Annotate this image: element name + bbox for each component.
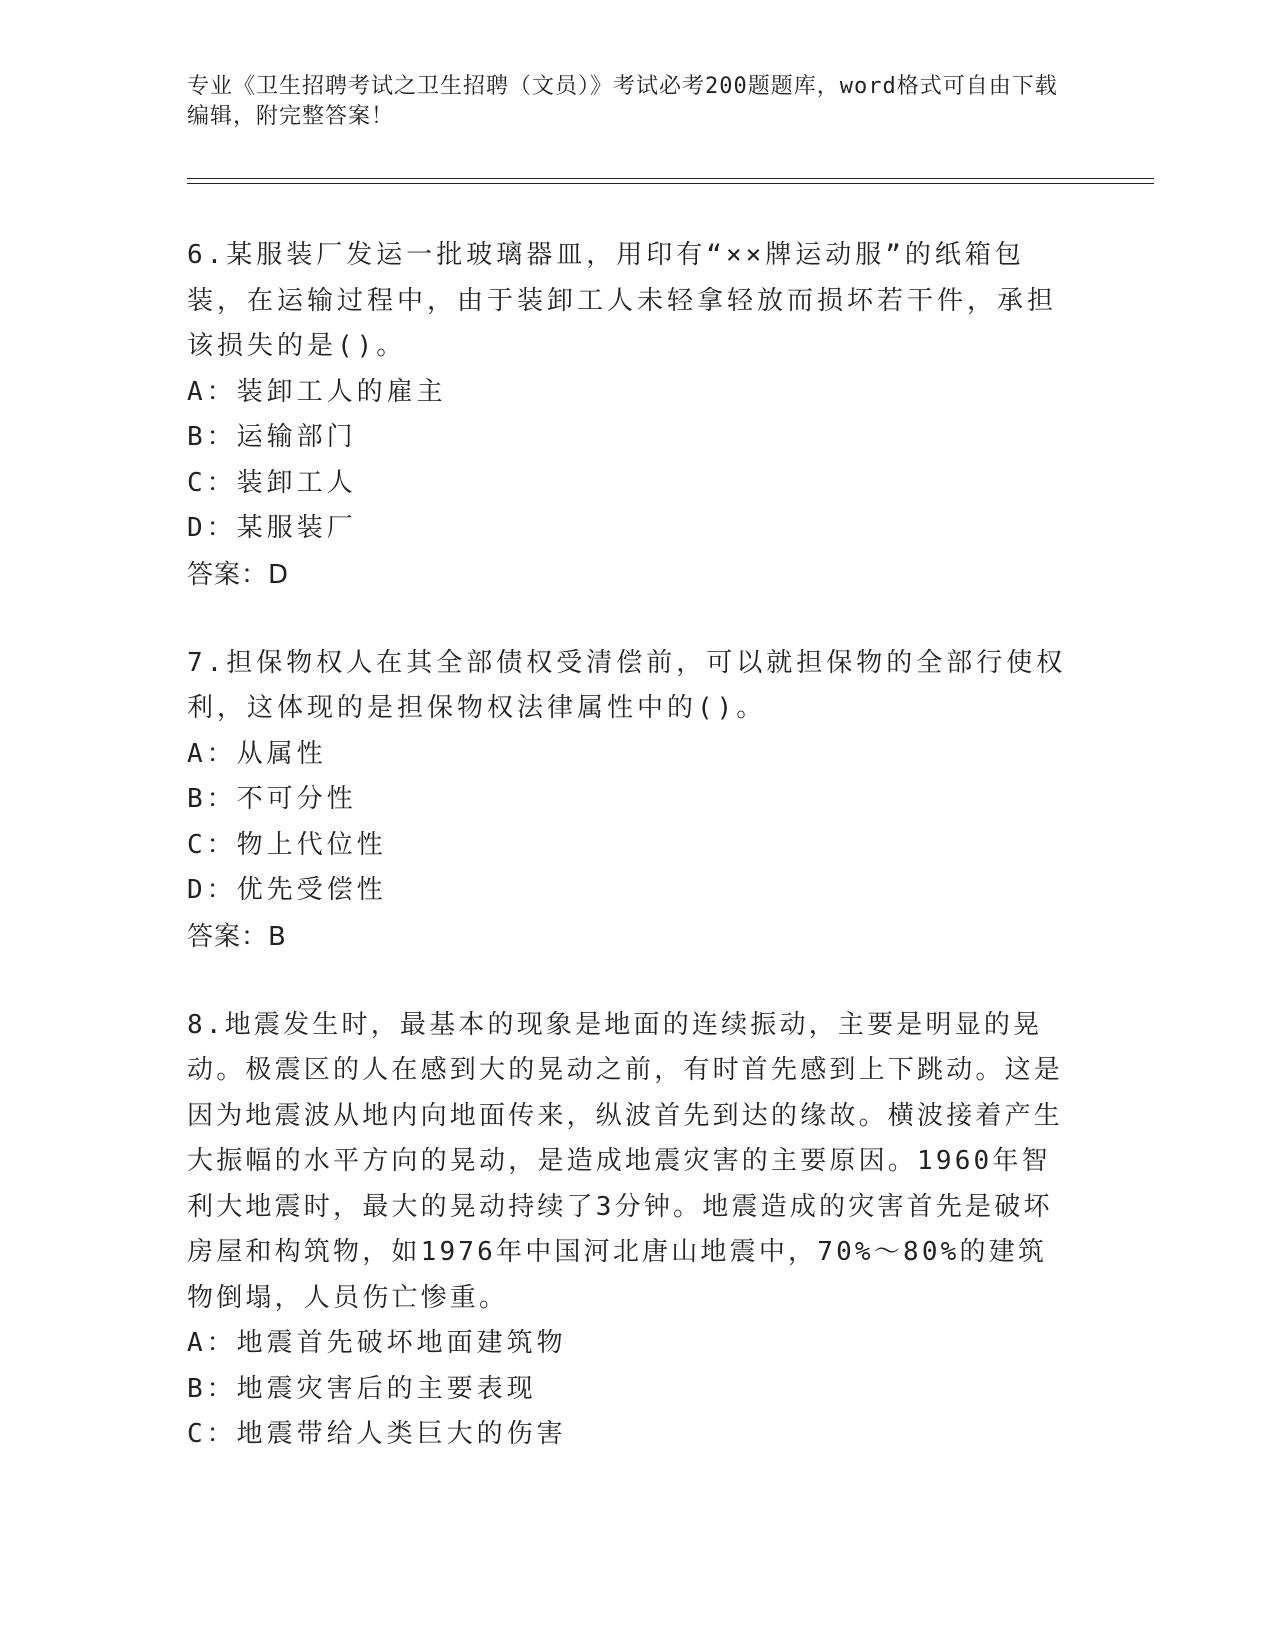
question-6: [187, 233, 1067, 598]
question-7: [187, 641, 1067, 960]
question-text: 6.某服装厂发运一批玻璃器皿，用印有“××牌运动服”的纸箱包装，在运输过程中，由于装卸工人未轻拿轻放而损坏若干件，承担该损失的是()。: [187, 240, 1058, 361]
document-header: [187, 72, 1067, 132]
option-b: B：运输部门: [187, 422, 357, 452]
option-a: A：地震首先破坏地面建筑物: [187, 1328, 567, 1358]
question-list: [187, 233, 1067, 1501]
question-8: [187, 1003, 1067, 1458]
option-b: B：不可分性: [187, 784, 357, 814]
option-c: C：物上代位性: [187, 829, 387, 860]
option-b: B：地震灾害后的主要表现: [187, 1373, 537, 1404]
answer: 答案：B: [187, 921, 287, 952]
question-text: 8.地震发生时，最基本的现象是地面的连续振动，主要是明显的晃动。极震区的人在感到大的晃动之前，有时首先感到上下跳动。这是因为地震波从地内向地面传来，纵波首先到达的缘故。横波接着产生大振幅的水平方向的晃动，是造成地震灾害的主要原因。1960年智利大地震时，最大的晃动持续了3分钟。地震造成的灾害首先是破坏房屋和构筑物，如1976年中国河北唐山地震中，70%～80%的建筑物倒塌，人员伤亡惨重。: [187, 1009, 1064, 1313]
option-a: A：装卸工人的雇主: [187, 376, 447, 407]
header-text: 专业《卫生招聘考试之卫生招聘（文员）》考试必考200题题库，word格式可自由下载编辑，附完整答案！: [187, 74, 1058, 129]
option-c: C：地震带给人类巨大的伤害: [187, 1419, 567, 1449]
header-rule-top: [187, 178, 1154, 179]
option-a: A：从属性: [187, 738, 327, 769]
option-d: D：优先受偿性: [187, 875, 387, 905]
question-text: 7.担保物权人在其全部债权受清偿前，可以就担保物的全部行使权利，这体现的是担保物权法律属性中的()。: [187, 647, 1067, 723]
answer: 答案：D: [187, 559, 290, 590]
option-c: C：装卸工人: [187, 467, 357, 498]
header-rule-bottom: [187, 183, 1154, 184]
option-d: D：某服装厂: [187, 513, 357, 543]
